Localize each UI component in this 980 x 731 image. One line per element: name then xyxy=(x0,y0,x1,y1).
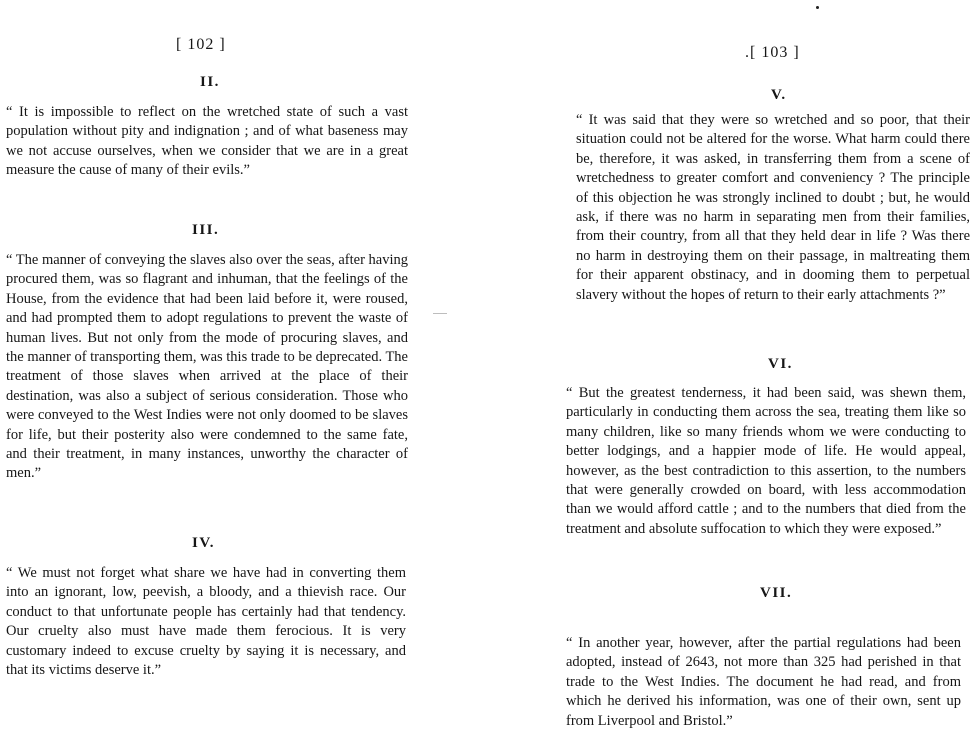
left-page xyxy=(0,0,470,725)
page-number-right: .[ 103 ] xyxy=(745,44,800,61)
ink-speck xyxy=(816,6,819,9)
section-text-vii: “ In another year, however, after the partial regulations had been adopted, instead of 2643, not more than 325 had perished in that trade to the West Indies. The document he had read, and from which he derived his information, was one of their own, sent up from Liverpool and Bristol.” xyxy=(566,635,961,729)
page-number-left: [ 102 ] xyxy=(176,36,226,53)
section-text-vi: “ But the greatest tenderness, it had been said, was shewn them, particularly in conducting them across the sea, treating them like so many children, like so many friends whom we were conducting to better lodgings, and a happier mode of life. He would appeal, however, as the best contradiction to this assertion, to the numbers that were generally crowded on board, with less accommodation than we would afford cattle ; and to the numbers that died from the treatment and absolute suffocation to which they were exposed.” xyxy=(566,385,966,537)
section-text-ii: “ It is impossible to reflect on the wretched state of such a vast population without pity and indignation ; and of what baseness may we not accuse ourselves, when we consider that we are in a great measure the cause of many of their evils.” xyxy=(6,104,408,179)
section-text-v: “ It was said that they were so wretched and so poor, that their situation could not be altered for the worse. What harm could there be, therefore, it was asked, in transferring them from a scene of wretchedness to greater comfort and conveniency ? The principle of this objection he was strongly inclined to doubt ; but, he would ask, if there was no harm in separating men from their families, from their country, from all that they held dear in life ? Was there no harm in destroying them on their passage, in maltreating them for their apparent obstinacy, and in dooming them to perpetual slavery without the hopes of return to their early attachments ?” xyxy=(576,112,970,303)
section-heading-vii: VII. xyxy=(760,585,793,601)
section-heading-vi: VI. xyxy=(768,356,793,372)
right-page xyxy=(490,0,980,729)
section-text-iii: “ The manner of conveying the slaves also over the seas, after having procured them, was so flagrant and inhuman, that the feelings of the House, from the evidence that had been laid before it, were roused, and had prompted them to adopt regulations to prevent the waste of human lives. But not only from the mode of procuring slaves, and the manner of transporting them, was this trade to be deprecated. The treatment of those slaves when arrived at the place of their destination, was also a subject of serious consideration. Those who were conveyed to the West Indies were not only doomed to be slaves for life, but their posterity also were condemned to the same fate, and their treatment, in many instances, unworthy the character of men.” xyxy=(6,252,408,482)
section-heading-v: V. xyxy=(771,87,787,103)
section-heading-ii: II. xyxy=(200,74,220,90)
section-heading-iv: IV. xyxy=(192,535,215,551)
section-heading-iii: III. xyxy=(192,222,220,238)
section-text-iv: “ We must not forget what share we have had in converting them into an ignorant, low, peevish, a bloody, and a thievish race. Our conduct to that unfortunate people has certainly had that tendency. Our cruelty also must have made them ferocious. It is very customary indeed to excuse cruelty by saying it is necessary, and that its victims deserve it.” xyxy=(6,565,406,679)
margin-rule xyxy=(433,313,447,314)
